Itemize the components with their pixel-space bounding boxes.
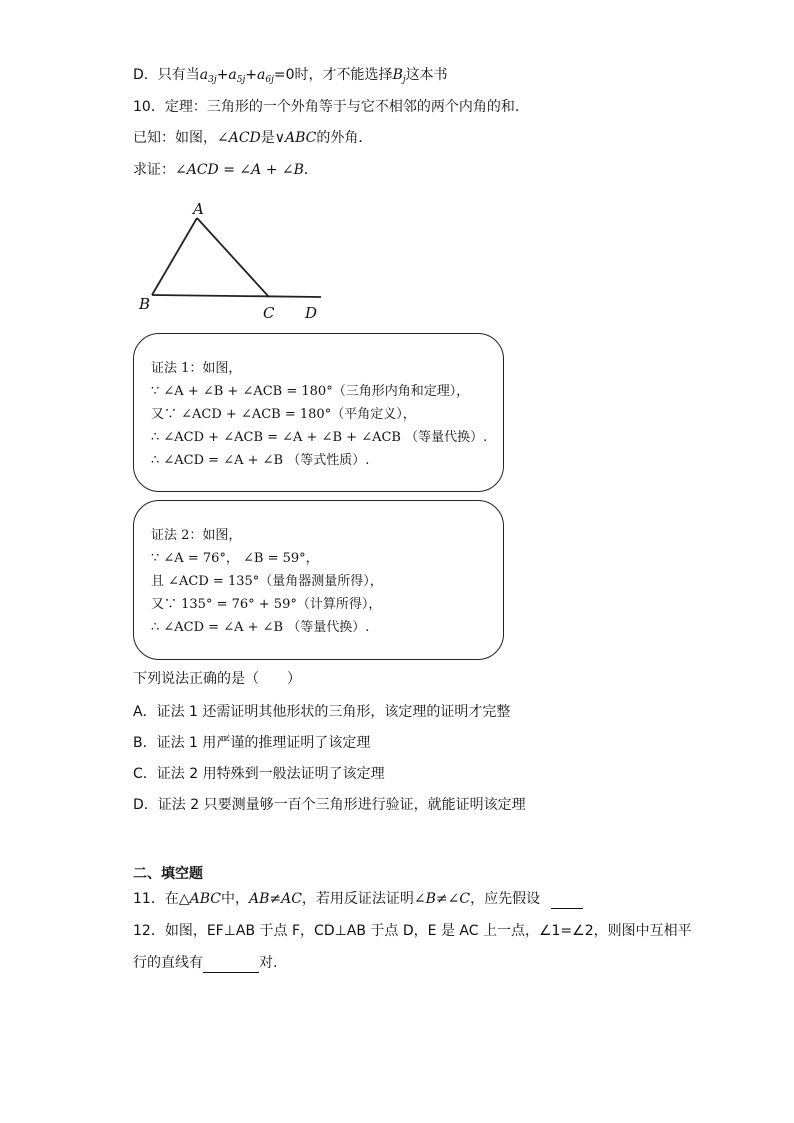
q11-prefix: 11．在 <box>133 891 179 907</box>
proof-2-line: 且 ∠ACD = 135°（量角器测量所得）， <box>151 574 383 589</box>
q10-question: 下列说法正确的是（ ） <box>133 671 301 687</box>
q9-plus: + <box>216 67 229 83</box>
proof-1-line: ∴ ∠ACD = ∠A + ∠B （等式性质）. <box>151 453 370 468</box>
given-suffix: 的外角． <box>316 130 373 146</box>
q11-mid2: ，若用反证法证明 <box>301 891 414 907</box>
q12-line2 <box>133 954 277 973</box>
q10-option-b: B．证法 1 用严谨的推理证明了该定理 <box>133 735 371 751</box>
q9-a3j: a <box>199 67 209 83</box>
side-ab <box>152 218 197 295</box>
q9-a6j: a <box>257 67 266 83</box>
q10-option-d: D．证法 2 只要测量够一百个三角形进行验证，就能证明该定理 <box>133 797 526 813</box>
proof-2-line: 又∵ 135° = 76° + 59°（计算所得）， <box>151 597 382 612</box>
q9-a6j-sub: 6j <box>265 75 274 85</box>
q9-plus: + <box>245 67 258 83</box>
q12-suffix: 对. <box>259 955 278 971</box>
proof-1-line: 证法 1：如图， <box>151 361 242 376</box>
label-b: B <box>139 295 151 313</box>
proof-1-line: 又∵ ∠ACD + ∠ACB = 180°（平角定义）， <box>151 407 416 422</box>
side-ac <box>197 218 269 297</box>
q9-a5j: a <box>228 67 237 83</box>
triangle-figure <box>130 190 330 325</box>
q10-option-a: A．证法 1 还需证明其他形状的三角形，该定理的证明才完整 <box>133 704 511 720</box>
prove-prefix: 求证： <box>133 162 175 178</box>
proof-1-box <box>133 333 504 492</box>
q9-a3j-sub: 3j <box>208 75 217 85</box>
q9-eq-text: =0时，才不能选择 <box>273 67 393 83</box>
prove-suffix: ． <box>303 162 318 178</box>
q10-prove <box>133 161 318 179</box>
q12-answer-blank[interactable] <box>203 954 259 973</box>
section-heading: 二、填空题 <box>133 866 203 882</box>
side-bd <box>152 295 321 297</box>
q12-line1: 12．如图，EF⊥AB 于点 F，CD⊥AB 于点 D，E 是 AC 上一点，∠1=∠2，则图中互相平 <box>133 923 692 939</box>
proof-1-line: ∵ ∠A + ∠B + ∠ACB = 180°（三角形内角和定理）， <box>151 384 470 399</box>
q11-suffix: ，应先假设 <box>470 891 541 907</box>
q11-condition: AB≠AC <box>248 891 302 907</box>
q11-triangle: △ABC <box>178 891 221 907</box>
given-triangle: ∨ABC <box>274 130 317 146</box>
q9-option-d-prefix: D．只有当 <box>133 67 200 83</box>
q11-answer-blank[interactable] <box>551 890 583 909</box>
proof-2-line: ∵ ∠A = 76°， ∠B = 59°， <box>151 551 319 566</box>
q10-stem: 10．定理：三角形的一个外角等于与它不相邻的两个内角的和． <box>133 99 529 115</box>
prove-statement: ∠ACD = ∠A + ∠B <box>175 162 304 178</box>
q9-option-d-suffix: 这本书 <box>405 67 448 83</box>
proof-1-line: ∴ ∠ACD + ∠ACB = ∠A + ∠B + ∠ACB （等量代换）. <box>151 430 488 445</box>
given-prefix: 已知：如图， <box>133 130 217 146</box>
proof-2-box <box>133 500 504 660</box>
proof-2-line: 证法 2：如图， <box>151 528 242 543</box>
label-c: C <box>263 304 275 322</box>
given-mid: 是 <box>260 130 275 146</box>
q9-bj: B <box>392 67 403 83</box>
q9-a5j-sub: 5j <box>236 75 246 85</box>
given-angle: ∠ACD <box>217 130 261 146</box>
q12-prefix: 行的直线有 <box>133 955 203 971</box>
label-d: D <box>305 304 318 322</box>
q9-bj-sub: j <box>402 75 406 85</box>
q9-option-d <box>133 66 448 89</box>
q11-claim: ∠B≠∠C <box>413 891 471 907</box>
q10-option-c: C．证法 2 用特殊到一般法证明了该定理 <box>133 766 385 782</box>
q11 <box>133 890 583 909</box>
proof-2-line: ∴ ∠ACD = ∠A + ∠B （等量代换）. <box>151 620 370 635</box>
label-a: A <box>193 200 204 218</box>
q11-mid1: 中， <box>220 891 249 907</box>
q10-given <box>133 129 372 147</box>
